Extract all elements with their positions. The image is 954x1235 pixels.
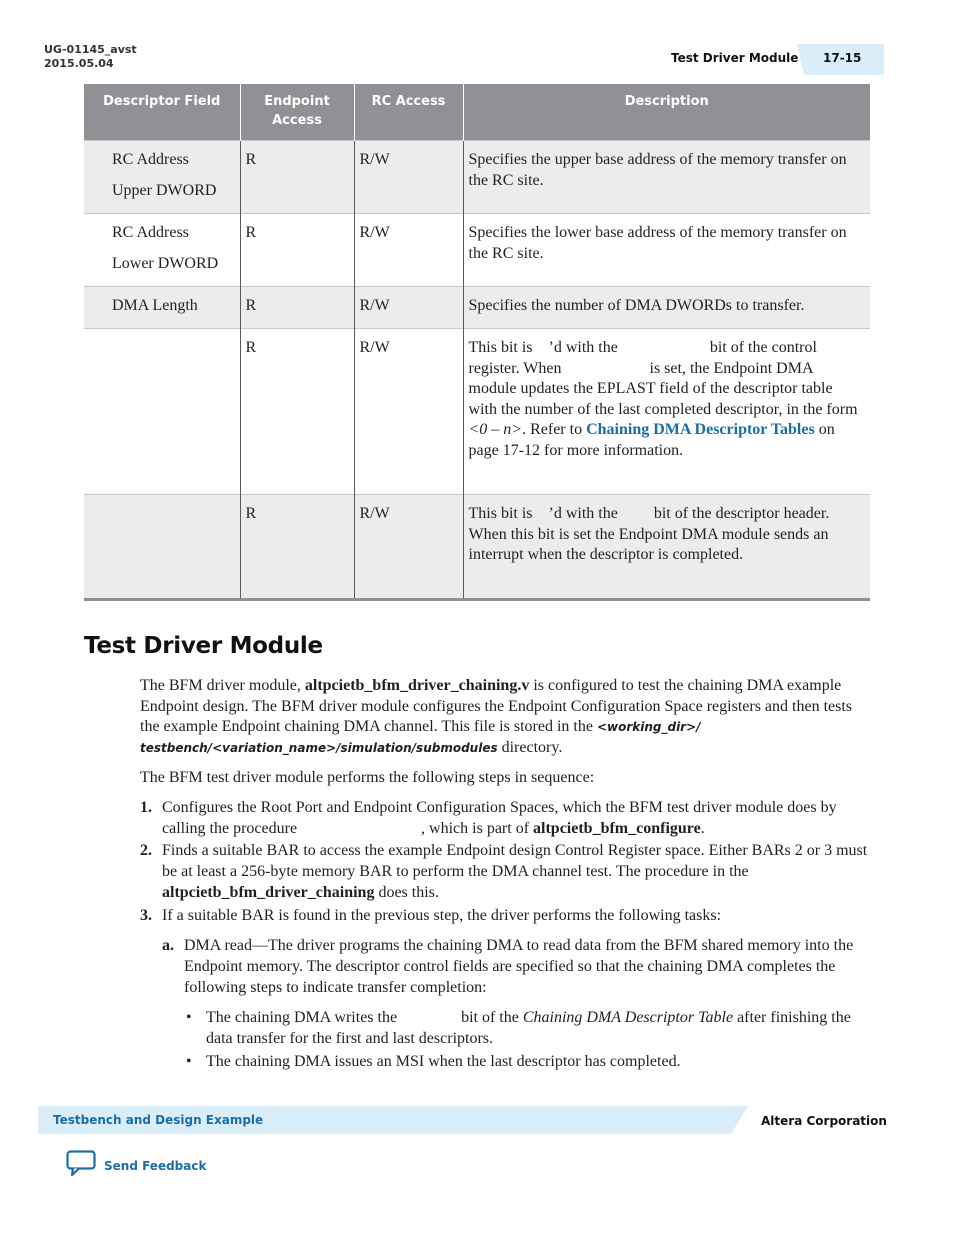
field-name-line: RC Address (112, 224, 189, 241)
table-name: Chaining DMA Descriptor Table (522, 1009, 734, 1027)
field-name-line: Upper DWORD (112, 181, 217, 199)
column-header-label: Endpoint Access (264, 94, 330, 128)
field-name-line: RC Address (112, 151, 189, 168)
descriptor-field-cell: DMA Length (84, 287, 240, 329)
procedure-file-name: altpcietb_bfm_driver_chaining (162, 883, 375, 901)
step-text: Configures the Root Port and Endpoint Configuration Spaces, which the BFM test driver module does by calling the procedure , which is part of (162, 799, 837, 837)
rc-access-cell: R/W (354, 495, 463, 599)
list-item (184, 1052, 875, 1073)
paragraph-text: directory. (497, 739, 563, 757)
paragraph-text: is configured to test the chaining DMA example Endpoint design. The BFM driver module configures the Endpoint Configuration Space registers and then tests the example Endpoint chaining DMA channel. This file is stored in the (140, 677, 853, 736)
list-item (140, 906, 875, 1073)
sub-step-text: DMA read—The driver programs the chaining DMA to read data from the BFM shared memory into the Endpoint memory. The descriptor control fields are specified so that the chaining DMA completes the following steps to indicate transfer completion: (184, 937, 854, 996)
paragraph-text: The BFM driver module, (140, 677, 305, 694)
table-row (84, 329, 870, 495)
footer-company: Altera Corporation (761, 1114, 887, 1128)
descriptor-field-cell (84, 141, 240, 214)
list-item (140, 798, 875, 839)
bullet-text: The chaining DMA issues an MSI when the last descriptor has completed. (206, 1052, 681, 1070)
step-number: 3. (140, 906, 152, 924)
driver-file-name: altpcietb_bfm_driver_chaining.v (304, 677, 530, 694)
rc-access-cell: R/W (354, 214, 463, 287)
description-text: . Refer to (522, 421, 587, 438)
table-row (84, 141, 870, 214)
footer-chapter-title: Testbench and Design Example (53, 1113, 264, 1127)
intro-paragraph (140, 676, 872, 759)
description-cell: Specifies the upper base address of the memory transfer on the RC site. (463, 141, 870, 214)
section-title: Test Driver Module (84, 633, 323, 659)
step-text: Finds a suitable BAR to access the example Endpoint design Control Register space. Either BARs 2 or 3 must be at least a 256-byte memory BAR to perform the DMA channel test. The procedure in the (162, 842, 868, 881)
endpoint-access-cell: R (240, 214, 354, 287)
step-number: 1. (140, 799, 152, 816)
document-id (44, 43, 137, 71)
endpoint-access-cell: R (240, 329, 354, 495)
page-number: 17-15 (823, 51, 862, 65)
rc-access-cell: R/W (354, 287, 463, 329)
doc-date: 2015.05.04 (44, 57, 114, 70)
step-text: . (700, 819, 705, 837)
field-name-line: Lower DWORD (112, 254, 219, 272)
file-path: <working_dir>/ testbench/<variation_name>/simulation/submodules (140, 720, 701, 756)
list-item (184, 1008, 875, 1049)
endpoint-access-cell: R (240, 495, 354, 599)
descriptor-fields-table (84, 84, 870, 599)
table-bottom-rule (84, 598, 870, 601)
step-number: 2. (140, 842, 152, 860)
endpoint-access-cell: R (240, 287, 354, 329)
doc-number: UG-01145_avst (44, 43, 137, 56)
steps-intro-paragraph: The BFM test driver module performs the following steps in sequence: (140, 769, 595, 786)
list-item (162, 936, 875, 1072)
column-header-rc-access: RC Access (354, 84, 463, 141)
description-text: This bit is ’d with the bit of the control register. When is set, the Endpoint DMA module updates the EPLAST field of the descriptor table with the number of the last completed descriptor, in the form (468, 339, 858, 418)
bullet-text: after finishing the data transfer for the first and last descriptors. (206, 1009, 851, 1048)
column-header-endpoint-access (240, 84, 354, 141)
rc-access-cell: R/W (354, 329, 463, 495)
table-row (84, 287, 870, 329)
running-header-title: Test Driver Module (671, 51, 799, 65)
column-header-description: Description (463, 84, 870, 141)
sub-steps-list (162, 936, 875, 1072)
description-cell (463, 329, 870, 495)
bullet-list (184, 1008, 875, 1072)
bullet-icon: • (186, 1009, 192, 1027)
table-row (84, 495, 870, 599)
speech-bubble-icon (66, 1150, 96, 1181)
bullet-icon: • (186, 1052, 192, 1070)
rc-access-cell: R/W (354, 141, 463, 214)
descriptor-field-cell (84, 495, 240, 599)
descriptor-range-text: <0 – n> (468, 421, 523, 438)
send-feedback-link[interactable] (66, 1150, 206, 1181)
endpoint-access-cell: R (240, 141, 354, 214)
description-cell: Specifies the number of DMA DWORDs to transfer. (463, 287, 870, 329)
steps-list (140, 798, 875, 1074)
description-text: on page 17-12 for more information. (468, 421, 835, 459)
step-text: If a suitable BAR is found in the previous step, the driver performs the following tasks: (162, 906, 722, 924)
description-cell: Specifies the lower base address of the memory transfer on the RC site. (463, 214, 870, 287)
chaining-dma-descriptor-tables-link[interactable]: Chaining DMA Descriptor Tables (586, 421, 815, 438)
send-feedback-label: Send Feedback (104, 1158, 207, 1173)
descriptor-field-cell (84, 329, 240, 495)
procedure-file-name: altpcietb_bfm_configure (533, 819, 701, 837)
column-header-descriptor-field: Descriptor Field (84, 84, 240, 141)
list-item (140, 841, 875, 903)
step-text: does this. (374, 883, 439, 901)
table-row (84, 214, 870, 287)
descriptor-field-cell (84, 214, 240, 287)
bullet-text: The chaining DMA writes the bit of the (206, 1009, 523, 1027)
description-cell: This bit is ’d with the bit of the descriptor header. When this bit is set the Endpoint DMA module sends an interrupt when the descriptor is completed. (463, 495, 870, 599)
table-header-row (84, 84, 870, 141)
sub-step-label: a. (162, 937, 174, 955)
